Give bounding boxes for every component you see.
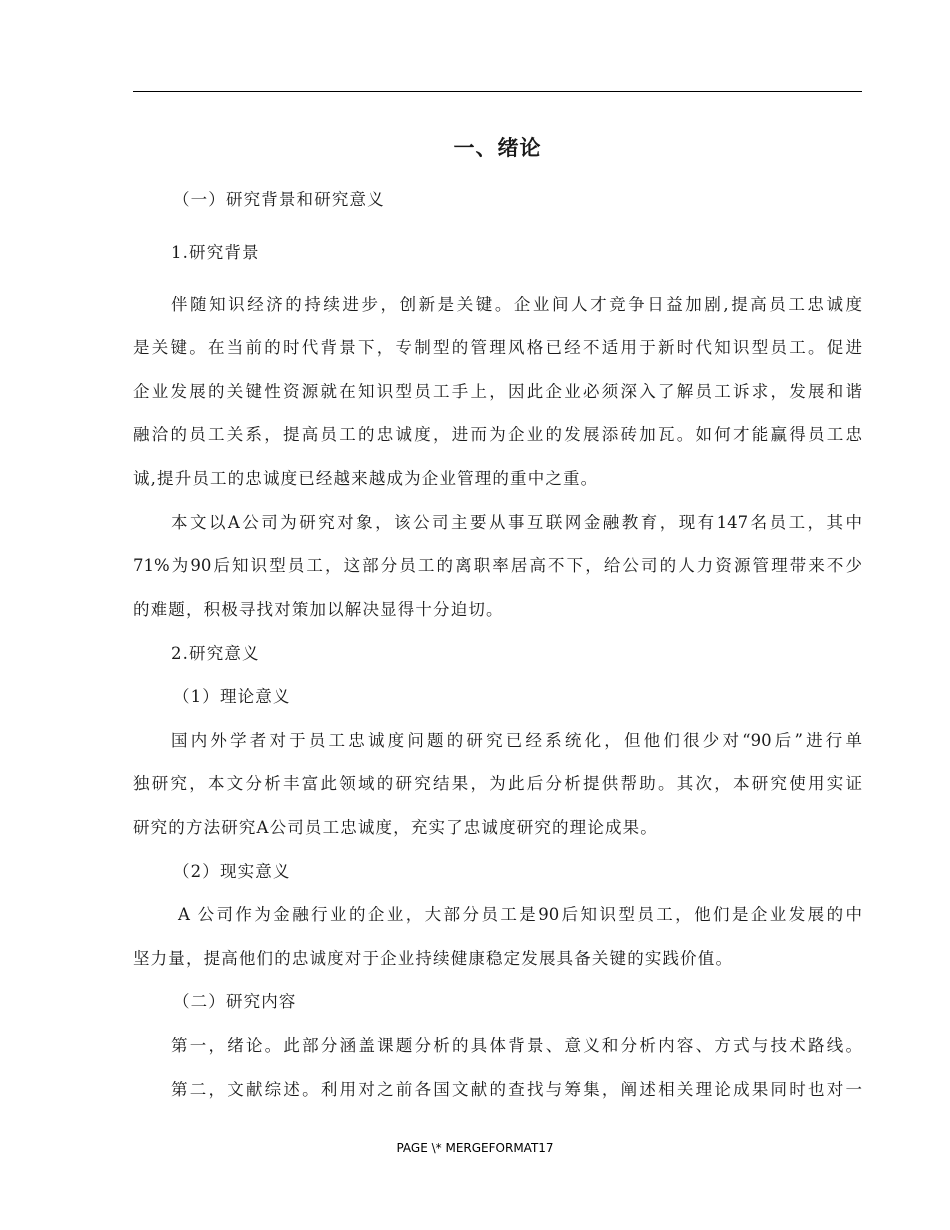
paragraph-background-line: 企业发展的关键性资源就在知识型员工手上，因此企业必须深入了解员工诉求，发展和谐	[133, 382, 862, 401]
subsection-heading-background: 1.研究背景	[171, 243, 260, 262]
subsection-heading-significance: 2.研究意义	[171, 644, 260, 663]
paragraph-company-line: 的难题，积极寻找对策加以解决显得十分迫切。	[133, 600, 504, 619]
paragraph-theory-line: 研究的方法研究A公司员工忠诚度，充实了忠诚度研究的理论成果。	[133, 818, 658, 837]
header-rule	[133, 91, 862, 92]
paragraph-practice-line: 坚力量，提高他们的忠诚度对于企业持续健康稳定发展具备关键的实践价值。	[133, 949, 734, 968]
heading-practical-significance: （2）现实意义	[173, 862, 291, 881]
paragraph-company-line: 71%为90后知识型员工，这部分员工的离职率居高不下，给公司的人力资源管理带来不少	[133, 556, 862, 575]
paragraph-theory-line: 独研究，本文分析丰富此领域的研究结果，为此后分析提供帮助。其次，本研究使用实证	[133, 774, 862, 793]
paragraph-background-line: 融洽的员工关系，提高员工的忠诚度，进而为企业的发展添砖加瓦。如何才能赢得员工忠	[133, 425, 862, 444]
paragraph-background-line: 是关键。在当前的时代背景下，专制型的管理风格已经不适用于新时代知识型员工。促进	[133, 338, 862, 357]
section-heading-research-content: （二）研究内容	[173, 992, 297, 1011]
paragraph-background-line: 伴随知识经济的持续进步，创新是关键。企业间人才竞争日益加剧,提高员工忠诚度	[171, 295, 862, 314]
paragraph-content-line: 第二，文献综述。利用对之前各国文献的查找与筹集，阐述相关理论成果同时也对一	[171, 1080, 862, 1099]
paragraph-content-line: 第一，绪论。此部分涵盖课题分析的具体背景、意义和分析内容、方式与技术路线。	[171, 1036, 862, 1055]
chapter-title: 一、绪论	[453, 136, 542, 160]
paragraph-company-line: 本文以A公司为研究对象，该公司主要从事互联网金融教育，现有147名员工，其中	[171, 513, 862, 532]
section-heading-background-significance: （一）研究背景和研究意义	[173, 190, 385, 209]
page-number-field: PAGE \* MERGEFORMAT17	[396, 1141, 554, 1155]
paragraph-background-line: 诚,提升员工的忠诚度已经越来越成为企业管理的重中之重。	[133, 469, 599, 488]
heading-theoretical-significance: （1）理论意义	[173, 687, 291, 706]
paragraph-theory-line: 国内外学者对于员工忠诚度问题的研究已经系统化，但他们很少对“90后”进行单	[171, 731, 862, 750]
paragraph-practice-line: A 公司作为金融行业的企业，大部分员工是90后知识型员工，他们是企业发展的中	[178, 905, 862, 924]
